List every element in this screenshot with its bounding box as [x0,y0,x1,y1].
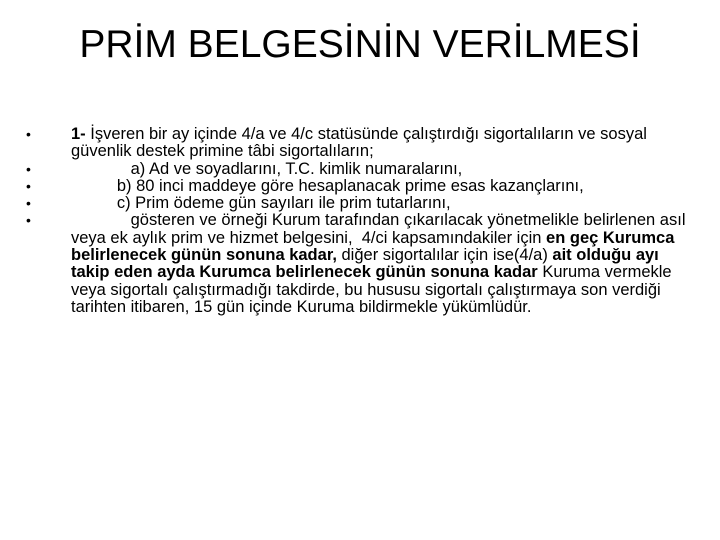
bullet-text [71,126,686,161]
bullet-dot-icon: • [26,160,31,177]
bullet-text: a) Ad ve soyadlarını, T.C. kimlik numaralarını, [71,159,463,178]
text-segment-bold: en geç Kurumca belirlenecek günün sonuna kadar, [71,228,679,265]
bullet-text-content: İşveren bir ay içinde 4/a ve 4/c statüsünde çalıştırdığı sigortalıların ve sosyal güvenlik destek primine tâbi sigortalıların; [71,125,652,161]
bullet-dot-icon: • [26,195,31,212]
bullet-item [26,178,686,195]
slide-title: PRİM BELGESİNİN VERİLMESİ [79,23,641,66]
bullet-dot-icon: • [26,177,31,194]
item-number: 1- [71,125,86,143]
text-segment: diğer sigortalılar için ise(4/a) [336,246,553,265]
bullet-text: c) Prim ödeme gün sayıları ile prim tutarlarını, [71,194,451,213]
bullet-item [26,211,691,316]
text-segment: gösteren ve örneği Kurum tarafından çıkarılacak yönetmelikle belirlenen asıl veya ek aylık prim ve hizmet belgesini, 4/ci kapsamındakiler için [71,211,691,247]
text-segment-bold: ait olduğu ayı takip eden ayda Kurumca belirlenecek günün sonuna kadar [71,246,664,282]
text-segment: Kuruma vermekle veya sigortalı çalıştırmadığı takdirde, bu hususu sigortalı çalıştırmaya son verdiği tarihten itibaren, 15 gün içinde Kuruma bildirmekle yükümlüdür. [71,263,677,316]
bullet-dot-icon: • [26,126,31,142]
bullet-list [26,125,691,316]
bullet-text: b) 80 inci maddeye göre hesaplanacak prime esas kazançlarını, [71,176,584,195]
bullet-dot-icon: • [26,212,31,229]
bullet-text [71,211,691,316]
bullet-item [26,195,686,212]
bullet-item [26,161,686,178]
bullet-item [26,126,686,161]
